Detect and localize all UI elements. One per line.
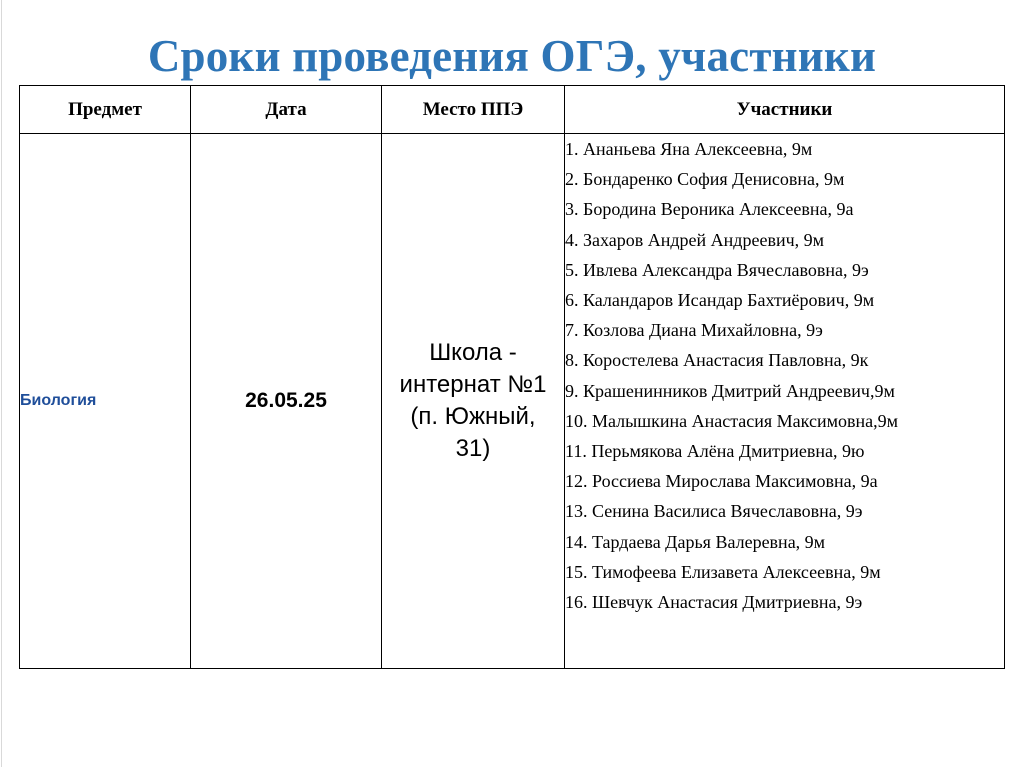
date-cell: 26.05.25 — [191, 134, 382, 669]
subject-cell: Биология — [20, 134, 191, 669]
participants-cell — [565, 134, 1005, 669]
participant-item: 2. Бондаренко София Денисовна, 9м — [565, 169, 845, 190]
participant-item: 7. Козлова Диана Михайловна, 9э — [565, 320, 823, 341]
place-line: интернат №1 — [399, 371, 547, 398]
participant-item: 10. Малышкина Анастасия Максимовна,9м — [565, 410, 898, 431]
participant-item: 5. Ивлева Александра Вячеславовна, 9э — [565, 259, 869, 280]
participant-item: 9. Крашенинников Дмитрий Андреевич,9м — [565, 380, 895, 401]
header-place: Место ППЭ — [382, 86, 565, 134]
slide-edge-rule — [1, 0, 2, 767]
place-line: 31) — [455, 435, 491, 462]
participant-item: 8. Коростелева Анастасия Павловна, 9к — [565, 350, 869, 371]
table-row — [20, 134, 1005, 669]
participant-item: 11. Перьмякова Алёна Дмитриевна, 9ю — [565, 441, 865, 462]
participant-item: 13. Сенина Василиса Вячеславовна, 9э — [565, 501, 863, 522]
participants-list — [565, 134, 1004, 617]
page-title: Сроки проведения ОГЭ, участники — [147, 31, 877, 81]
place-line: (п. Южный, — [410, 403, 536, 430]
header-date: Дата — [191, 86, 382, 134]
schedule-table — [19, 85, 1005, 669]
participant-item: 15. Тимофеева Елизавета Алексеевна, 9м — [565, 561, 881, 582]
participant-item: 4. Захаров Андрей Андреевич, 9м — [565, 229, 825, 250]
participant-item: 12. Россиева Мирослава Максимовна, 9а — [565, 471, 878, 492]
place-cell — [382, 134, 565, 669]
participant-item: 6. Каландаров Исандар Бахтиёрович, 9м — [565, 290, 875, 311]
table-header-row — [20, 86, 1005, 134]
header-subject: Предмет — [20, 86, 191, 134]
participant-item: 14. Тардаева Дарья Валеревна, 9м — [565, 531, 826, 552]
participant-item: 1. Ананьева Яна Алексеевна, 9м — [565, 139, 813, 159]
participant-item: 16. Шевчук Анастасия Дмитриевна, 9э — [565, 592, 863, 613]
header-participants: Участники — [565, 86, 1005, 134]
place-line: Школа - — [429, 339, 517, 366]
participant-item: 3. Бородина Вероника Алексеевна, 9а — [565, 199, 854, 220]
